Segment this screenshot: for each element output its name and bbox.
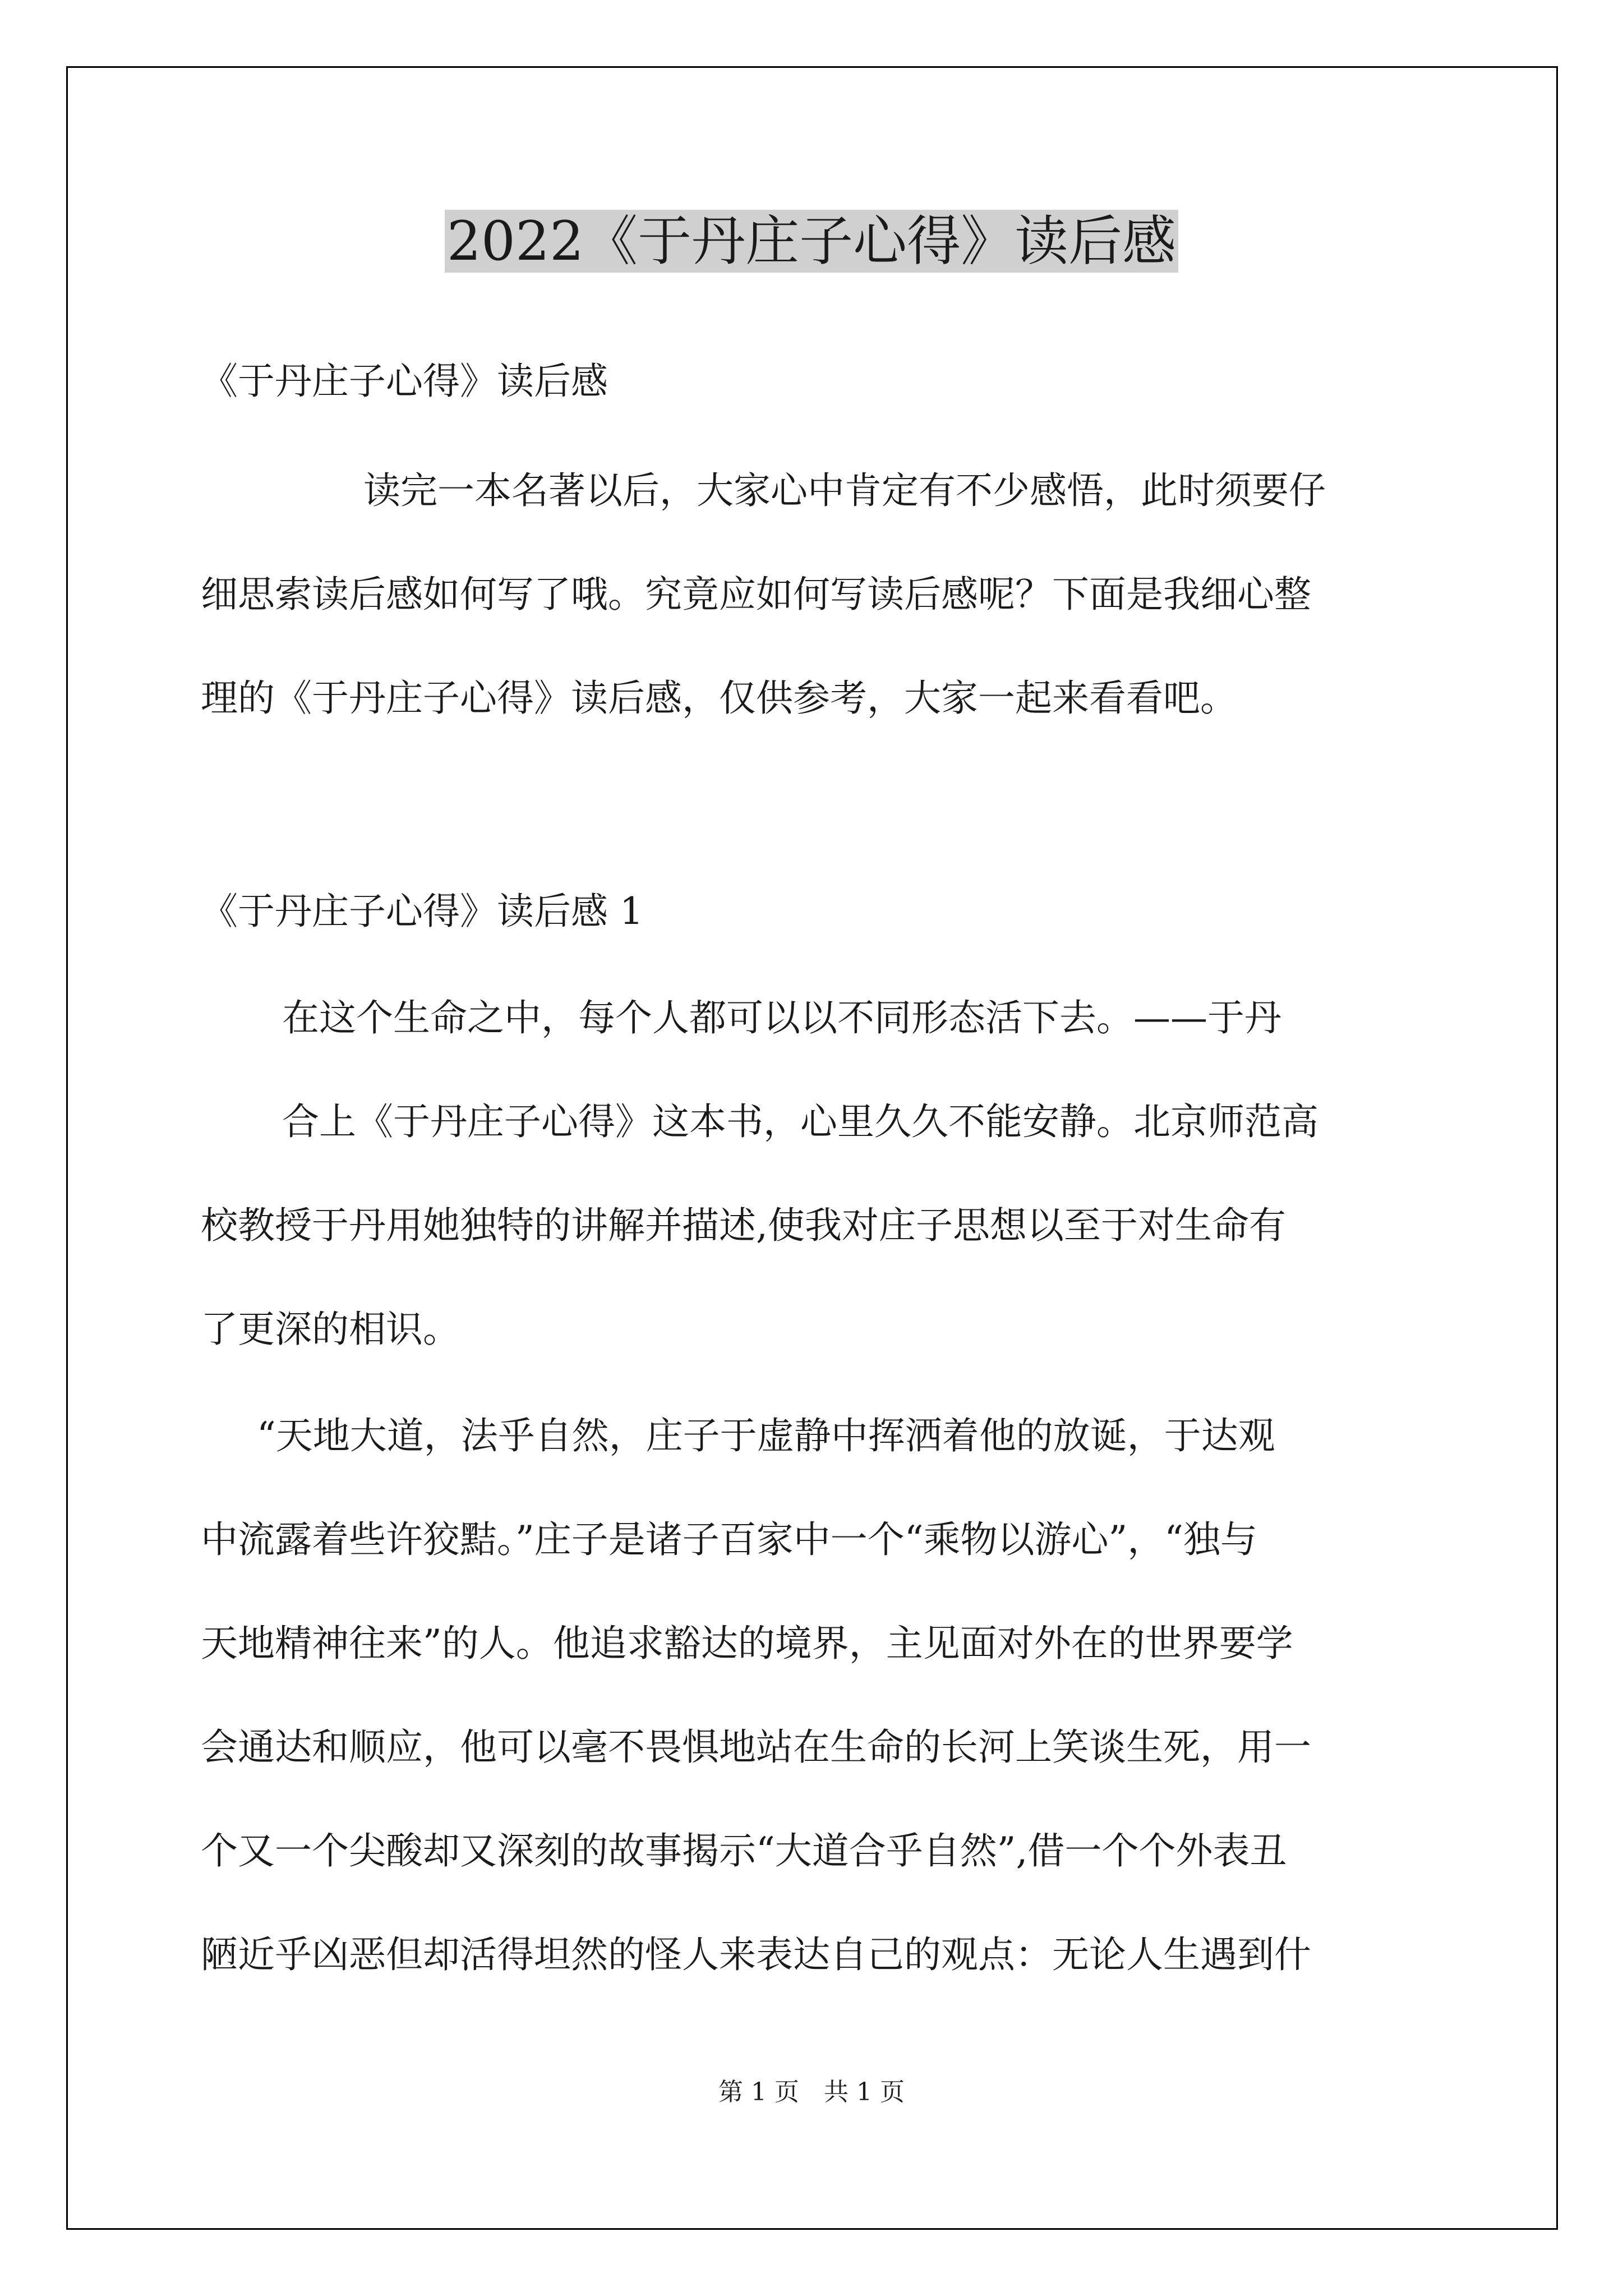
document-title — [0, 202, 1623, 280]
paragraph-1-line-3: 了更深的相识。 — [201, 1308, 460, 1351]
paragraph-2-line-6: 陋近乎凶恶但却活得坦然的怪人来表达自己的观点：无论人生遇到什 — [201, 1933, 1311, 1976]
paragraph-2-line-1: “天地大道，法乎自然，庄子于虚静中挥洒着他的放诞，于达观 — [257, 1414, 1275, 1457]
paragraph-1-line-1: 合上《于丹庄子心得》这本书，心里久久不能安静。北京师范高 — [282, 1100, 1318, 1143]
intro-line-2: 细思索读后感如何写了哦。究竟应如何写读后感呢？下面是我细心整 — [201, 573, 1311, 616]
paragraph-2-line-3: 天地精神往来”的人。他追求豁达的境界，主见面对外在的世界要学 — [201, 1622, 1293, 1665]
paragraph-2-line-4: 会通达和顺应，他可以毫不畏惧地站在生命的长河上笑谈生死，用一 — [201, 1726, 1311, 1769]
paragraph-2-line-5: 个又一个尖酸却又深刻的故事揭示“大道合乎自然”,借一个个外表丑 — [201, 1829, 1287, 1872]
title-text: 2022《于丹庄子心得》读后感 — [445, 210, 1178, 273]
intro-line-3: 理的《于丹庄子心得》读后感，仅供参考，大家一起来看看吧。 — [201, 677, 1237, 720]
subtitle: 《于丹庄子心得》读后感 — [201, 360, 608, 403]
section-heading: 《于丹庄子心得》读后感 1 — [201, 890, 643, 933]
quote-line: 在这个生命之中，每个人都可以以不同形态活下去。——于丹 — [282, 996, 1281, 1039]
intro-line-1: 读完一本名著以后，大家心中肯定有不少感悟，此时须要仔 — [363, 469, 1326, 512]
paragraph-2-line-2: 中流露着些许狡黠。”庄子是诸子百家中一个“乘物以游心”，“独与 — [201, 1518, 1257, 1561]
page-footer: 第 1 页 共 1 页 — [718, 2078, 905, 2106]
paragraph-1-line-2: 校教授于丹用她独特的讲解并描述,使我对庄子思想以至于对生命有 — [201, 1204, 1286, 1247]
